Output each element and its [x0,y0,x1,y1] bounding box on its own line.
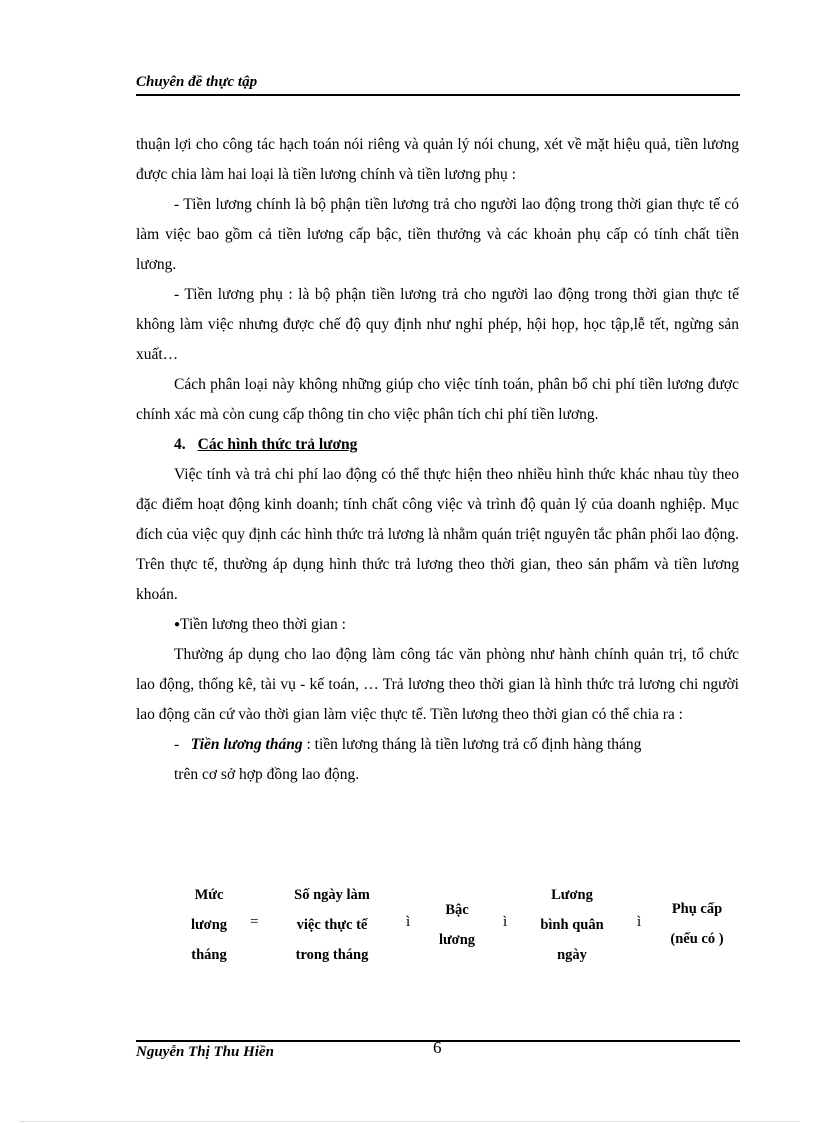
formula-term-days [272,880,392,970]
formula-lhs [170,880,248,970]
formula-equals: = [250,914,259,930]
formula-multiply-1: ì [406,914,411,930]
formula-multiply-3: ì [637,914,642,930]
author-name: Nguyễn Thị Thu Hiền [136,1044,274,1060]
monthly-dash: - [174,736,191,753]
section-number: 4. [174,436,186,453]
paragraph-monthly-salary [136,730,739,790]
section-heading [136,430,739,460]
formula-term-line: Số ngày làm [294,887,370,903]
formula-lhs-line: Mức [194,887,224,903]
paragraph-time-salary: Thường áp dụng cho lao động làm công tác văn phòng như hành chính quản trị, tổ chức lao động, thống kê, tài vụ - kế toán, … Trả lương theo thời gian là hình thức trả lương chi người lao động căn cứ vào thời gian làm việc thực tế. Tiền lương theo thời gian có thể chia ra : [136,646,739,723]
monthly-line2: trên cơ sở hợp đồng lao động. [174,766,360,783]
section-title: Các hình thức trả lương [197,436,358,453]
page-bottom-divider [20,1121,800,1122]
formula-term-allowance [654,894,740,954]
formula-term-line: lương [438,932,476,948]
salary-formula [170,880,740,970]
formula-lhs-line: tháng [191,947,227,963]
paragraph-payment-forms: Việc tính và trả chi phí lao động có thể thực hiện theo nhiều hình thức khác nhau tùy theo đặc điểm hoạt động kinh doanh; tính chất công việc và trình độ quản lý của doanh nghiệp. Mục đích của việc quy định các hình thức trả lương là nhằm quán triệt nguyên tắc phân phối lao động. Trên thực tế, thường áp dụng hình thức trả lương theo thời gian, theo sản phẩm và tiền lương khoán. [136,466,739,603]
formula-term-daily-avg [520,880,624,970]
page-number: 6 [433,1038,442,1057]
paragraph-classification: Cách phân loại này không những giúp cho việc tính toán, phân bổ chi phí tiền lương được chính xác mà còn cung cấp thông tin cho việc phân tích chi phí tiền lương. [136,376,739,423]
formula-term-line: việc thực tế [296,917,368,933]
formula-term-line: trong tháng [295,947,369,963]
formula-term-line: ngày [557,947,587,963]
formula-term-line: Bậc [445,902,469,918]
formula-term-line: Phụ cấp [671,901,723,917]
monthly-rest: : tiền lương tháng là tiền lương trả cố định hàng tháng [302,736,642,753]
document-body [136,130,739,790]
bullet-icon: ● [174,619,181,630]
formula-lhs-line: lương [190,917,228,933]
header-title: Chuyên đề thực tập [136,74,258,90]
formula-term-line: bình quân [540,917,604,933]
page-header [136,72,740,96]
monthly-term: Tiền lương tháng [190,736,303,753]
paragraph-main-salary: - Tiền lương chính là bộ phận tiền lương trả cho người lao động trong thời gian thực tế có làm việc bao gồm cả tiền lương cấp bậc, tiền thưởng và các khoản phụ cấp có tính chất tiền lương. [136,196,739,273]
page-footer [136,1038,740,1060]
paragraph-extra-salary: - Tiền lương phụ : là bộ phận tiền lương trả cho người lao động trong thời gian thực tế không làm việc nhưng được chế độ quy định như nghỉ phép, hội họp, học tập,lễ tết, ngừng sản xuất… [136,286,739,363]
bullet-time-salary [136,610,739,640]
formula-term-line: (nếu có ) [670,931,724,947]
formula-term-grade [424,895,490,955]
bullet-text: Tiền lương theo thời gian : [180,616,346,633]
formula-multiply-2: ì [503,914,508,930]
paragraph-intro: thuận lợi cho công tác hạch toán nói riêng và quản lý nói chung, xét về mặt hiệu quả, tiền lương được chia làm hai loại là tiền lương chính và tiền lương phụ : [136,136,739,183]
formula-term-line: Lương [551,887,593,903]
